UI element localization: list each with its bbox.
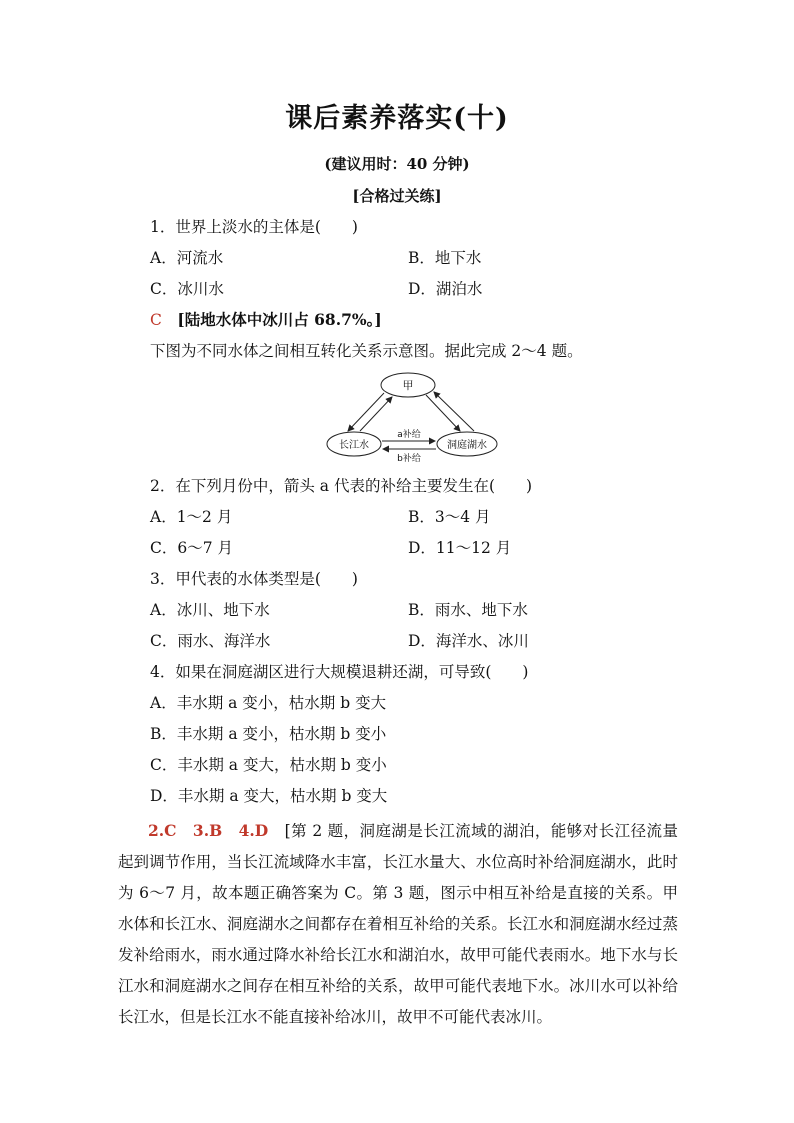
water-cycle-diagram (320, 370, 510, 466)
q2-option-d: D．11～12 月 (408, 539, 512, 557)
q4-option-b: B．丰水期 a 变小，枯水期 b 变小 (150, 725, 387, 743)
q4-stem: 4．如果在洞庭湖区进行大规模退耕还湖，可导致( ) (150, 663, 529, 681)
q3-option-d: D．海洋水、冰川 (408, 632, 529, 650)
q3-option-c: C．雨水、海洋水 (150, 632, 271, 650)
q1-option-c: C．冰川水 (150, 280, 224, 298)
q1-answer (150, 310, 382, 330)
q3-stem: 3．甲代表的水体类型是( ) (150, 570, 358, 588)
q1-option-a: A．河流水 (150, 249, 224, 267)
q2-stem: 2．在下列月份中，箭头 a 代表的补给主要发生在( ) (150, 477, 533, 495)
q2-option-a: A．1～2 月 (150, 508, 233, 526)
q1-stem: 1．世界上淡水的主体是( ) (150, 218, 358, 236)
page-title: 课后素养落实(十) (285, 103, 509, 134)
q1-answer-letter: C (150, 311, 162, 329)
suggested-time: (建议用时：40 分钟) (324, 155, 470, 173)
node-jia-label: 甲 (402, 379, 414, 392)
section-heading: [合格过关练] (352, 187, 442, 205)
explanation-block (118, 815, 678, 1033)
q2-option-c: C．6～7 月 (150, 539, 234, 557)
explanation-answers: 2.C 3.B 4.D (148, 821, 269, 840)
q1-option-d: D．湖泊水 (408, 280, 483, 298)
q3-option-b: B．雨水、地下水 (408, 601, 528, 619)
q1-answer-text: [陆地水体中冰川占 68.7%。] (177, 310, 382, 329)
q4-option-a: A．丰水期 a 变小，枯水期 b 变大 (150, 694, 387, 712)
q1-option-b: B．地下水 (408, 249, 482, 267)
q2-option-b: B．3～4 月 (408, 508, 491, 526)
arrow-a-label: a补给 (397, 430, 421, 440)
arrow-b-label: b补给 (397, 454, 421, 464)
node-changjiang-label: 长江水 (339, 440, 369, 451)
diagram-intro: 下图为不同水体之间相互转化关系示意图。据此完成 2～4 题。 (150, 342, 583, 360)
q3-option-a: A．冰川、地下水 (150, 601, 270, 619)
explanation-text: [第 2 题，洞庭湖是长江流域的湖泊，能够对长江径流量起到调节作用，当长江流域降水丰富，长江水量大、水位高时补给洞庭湖水，此时为 6～7 月，故本题正确答案为 C。第 3 题，图示中相互补给是直接的关系。甲水体和长江水、洞庭湖水之间都存在着相互补给的关系。长江水和洞庭湖水经过蒸发补给雨水，雨水通过降水补给长江水和湖泊水，故甲可能代表雨水。地下水与长江水和洞庭湖水之间存在相互补给的关系，故甲可能代表地下水。冰川水可以补给长江水，但是长江水不能直接补给冰川，故甲不可能代表冰川。 (118, 822, 678, 1026)
node-dongting-label: 洞庭湖水 (447, 440, 487, 451)
q4-option-d: D．丰水期 a 变大，枯水期 b 变大 (150, 787, 388, 805)
explanation-paragraph (118, 815, 678, 1033)
q4-option-c: C．丰水期 a 变大，枯水期 b 变小 (150, 756, 387, 774)
